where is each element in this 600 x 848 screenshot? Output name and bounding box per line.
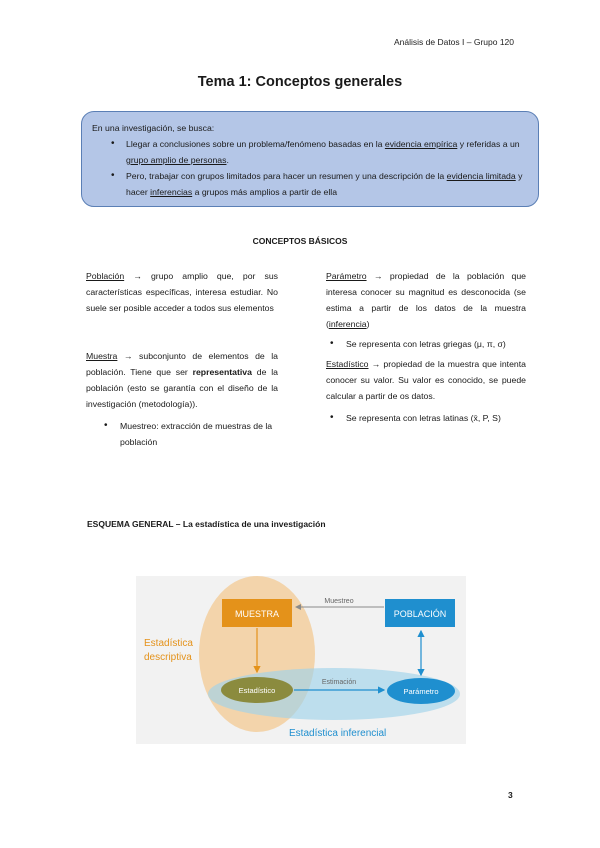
scheme-heading: ESQUEMA GENERAL – La estadística de una investigación <box>87 519 326 529</box>
muestreo-list <box>86 418 278 450</box>
estadistico-list <box>326 410 526 426</box>
underlined-term: evidencia empírica <box>384 139 458 149</box>
right-column <box>326 268 526 426</box>
muestra-term: Muestra <box>86 351 118 361</box>
scheme-svg <box>136 576 466 744</box>
left-column <box>86 268 278 450</box>
estadistico-bullet: • Se representa con letras latinas (x̄, P, S) <box>346 410 526 426</box>
underlined-term: inferencias <box>150 187 193 197</box>
poblacion-term: Población <box>86 271 125 281</box>
scheme-diagram <box>136 576 466 744</box>
intro-list <box>92 136 526 200</box>
poblacion-definition <box>86 268 278 316</box>
text: → propiedad de la población que interesa conocer su magnitud es desconocida (se estima a partir de los datos de la muestra ( <box>326 271 526 329</box>
descriptive-label-1: Estadística <box>144 638 193 649</box>
text: → grupo amplio que, por sus características específicas, interesa estudiar. No suele ser posible acceder a todos sus elementos <box>86 271 278 313</box>
intro-bullet-2 <box>126 168 526 200</box>
text: y hacer <box>126 171 523 197</box>
parametro-list <box>326 336 526 352</box>
muestra-label: MUESTRA <box>234 609 280 619</box>
page-number: 3 <box>508 790 513 800</box>
section-title: CONCEPTOS BÁSICOS <box>252 236 348 246</box>
text: Llegar a conclusiones sobre un problema/fenómeno basadas en la <box>126 139 385 149</box>
muestra-definition <box>86 348 278 412</box>
page-title: Tema 1: Conceptos generales <box>197 74 403 90</box>
bold-term: representativa <box>192 367 252 377</box>
running-head: Análisis de Datos I – Grupo 120 <box>393 37 514 47</box>
estimacion-label: Estimación <box>321 679 357 686</box>
inferential-label: Estadística inferencial <box>289 728 387 739</box>
muestreo-bullet: • Muestreo: extracción de muestras de la población <box>120 418 278 450</box>
estadistico-term: Estadístico <box>326 359 369 369</box>
text: . <box>226 155 229 165</box>
parametro-bullet: • Se representa con letras griegas (μ, π, σ) <box>346 336 526 352</box>
intro-lead: En una investigación, se busca: <box>92 123 215 133</box>
text: de la población (esto se garantía con el diseño de la investigación (metodología)). <box>86 367 278 409</box>
parametro-term: Parámetro <box>326 271 367 281</box>
parametro-definition <box>326 268 526 332</box>
estadistico-label: Estadístico <box>238 686 276 695</box>
intro-box <box>81 111 539 207</box>
muestreo-label: Muestreo <box>324 598 354 605</box>
underlined-term: grupo amplio de personas <box>126 155 227 165</box>
descriptive-label-2: descriptiva <box>144 652 192 663</box>
text: → propiedad de la muestra que intenta conocer su valor. Su valor es conocido, se puede calcular a partir de os datos. <box>326 359 526 401</box>
underlined-term: inferencia <box>328 319 367 329</box>
parametro-label: Parámetro <box>403 687 439 696</box>
text: y referidas a un <box>457 139 520 149</box>
text: ) <box>366 319 370 329</box>
text: → subconjunto de elementos de la población. Tiene que ser <box>86 351 278 377</box>
estadistico-definition <box>326 356 526 404</box>
text: a grupos más amplios a partir de ella <box>192 187 338 197</box>
poblacion-label: POBLACIÓN <box>393 609 447 619</box>
underlined-term: evidencia limitada <box>446 171 516 181</box>
text: Pero, trabajar con grupos limitados para hacer un resumen y una descripción de la <box>126 171 447 181</box>
intro-bullet-1 <box>126 136 526 168</box>
